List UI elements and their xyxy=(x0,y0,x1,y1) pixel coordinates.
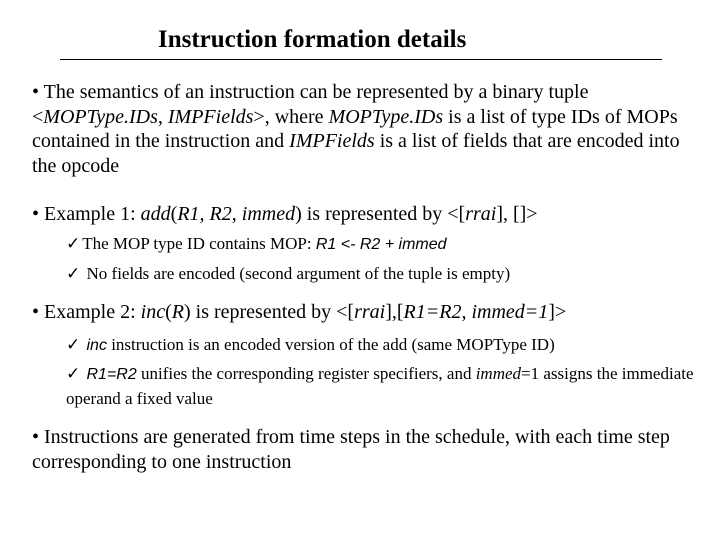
text: >, where xyxy=(253,105,329,128)
text: is a list of fields that are encoded into the opcode xyxy=(32,130,680,177)
bullet-example-2 xyxy=(32,300,702,325)
text: =1 assigns the immediate operand a fixed value xyxy=(66,364,694,408)
text: ], []> xyxy=(496,203,538,225)
text: MOPType.IDs, IMPFields xyxy=(43,105,254,128)
text: immed xyxy=(475,364,522,383)
bullet-icon: • xyxy=(32,203,40,225)
bullet-icon: • xyxy=(32,426,40,448)
check-icon: ✓ xyxy=(66,234,81,253)
text: R1=R2 xyxy=(86,366,137,383)
text: Example 1: xyxy=(44,203,141,225)
bullet-icon: • xyxy=(32,81,40,103)
sub-bullet-mop-type xyxy=(66,232,447,257)
text: rrai xyxy=(465,203,497,225)
text: Example 2: xyxy=(44,301,141,323)
bullet-icon: • xyxy=(32,301,40,323)
text: ) is represented by <[ xyxy=(183,301,355,323)
text: inc xyxy=(140,301,166,323)
slide-title: Instruction formation details xyxy=(158,26,467,53)
sub-bullet-no-fields xyxy=(66,262,510,286)
text: rrai xyxy=(354,301,386,323)
text: R1 <- R2 + immed xyxy=(315,236,447,253)
text: ]> xyxy=(548,301,567,323)
text: add xyxy=(140,203,171,225)
title-underline xyxy=(60,59,662,60)
text: ( xyxy=(165,301,172,323)
text: MOPType.IDs xyxy=(328,105,444,128)
check-icon: ✓ xyxy=(66,364,81,383)
text: Instructions are generated from time steps in the schedule, with each time step corresponding to one instruction xyxy=(32,426,670,473)
text: No fields are encoded (second argument of the tuple is empty) xyxy=(82,264,511,283)
check-icon: ✓ xyxy=(66,335,81,354)
text: IMPFields xyxy=(289,130,375,152)
text: ],[ xyxy=(385,301,404,323)
text: < xyxy=(32,105,44,128)
text: ) is represented by <[ xyxy=(295,203,466,225)
text: R xyxy=(171,301,184,323)
bullet-example-1 xyxy=(32,202,702,227)
text: inc xyxy=(86,337,107,354)
text: is a list of type IDs of MOPs contained in the instruction and xyxy=(32,105,678,152)
text: The MOP type ID contains MOP: xyxy=(82,234,316,253)
text: instruction is an encoded version of the add (same MOPType ID) xyxy=(106,335,555,354)
text: R1, R2, immed xyxy=(177,203,296,225)
bullet-semantics xyxy=(32,80,702,178)
bullet-time-steps xyxy=(32,425,712,474)
check-icon: ✓ xyxy=(66,264,81,283)
text: ( xyxy=(170,203,178,225)
text: R1=R2, immed=1 xyxy=(403,301,549,323)
text: The semantics of an instruction can be represented by a binary tuple xyxy=(43,81,589,103)
sub-bullet-inc xyxy=(66,333,555,358)
sub-bullet-unifies xyxy=(66,362,716,411)
text: unifies the corresponding register specifiers, and xyxy=(136,364,476,383)
